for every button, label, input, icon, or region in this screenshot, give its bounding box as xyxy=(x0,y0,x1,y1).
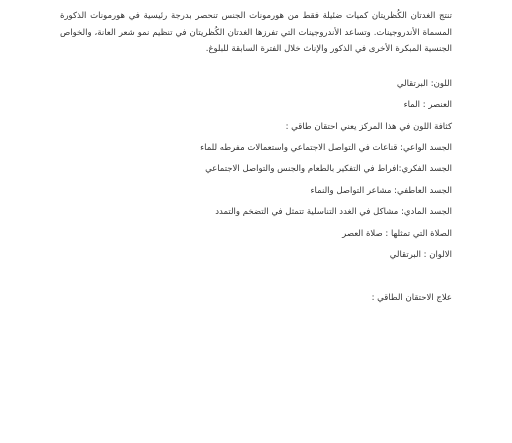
colors-line: الالوان : البرتقالي xyxy=(389,250,452,260)
physical-body-line: الجسد المادي: مشاكل في الغدد التناسلية تتمثل في التضخم والتمدد xyxy=(215,207,452,217)
color-density-line: كثافة اللون في هذا المركز يعني احتقان طاقي : xyxy=(285,122,452,132)
treatment-line: علاج الاحتقان الطاقي : xyxy=(371,293,452,303)
prayer-line: الصلاة التي تمثلها : صلاة العصر xyxy=(342,229,452,239)
emotional-body-line: الجسد العاطفي: مشاعر التواصل والنماء xyxy=(310,186,452,196)
conscious-body-line: الجسد الواعي: قناعات في التواصل الاجتماعي واستعمالات مفرطه للماء xyxy=(200,143,452,153)
intro-paragraph: تنتج الغدتان الكُظريتان كميات ضئيلة فقط من هورمونات الجنس تنحصر بدرجة رئيسية في هورمونات الذكورة المسماة الأندروجينات. وتساعد الأندروجينات التي تفرزها الغدتان الكُظريتان في تنظيم نمو شعر العانة، والخواص الجنسية المبكرة الأخرى في الذكور والإناث خلال الفترة السابقة للبلوغ. xyxy=(60,11,452,54)
mental-body-line: الجسد الفكري:افراط في التفكير بالطعام والجنس والتواصل الاجتماعي xyxy=(205,164,452,174)
element-line: العنصر : الماء xyxy=(403,100,452,110)
color-line: اللون: البرتقالي xyxy=(396,79,452,89)
